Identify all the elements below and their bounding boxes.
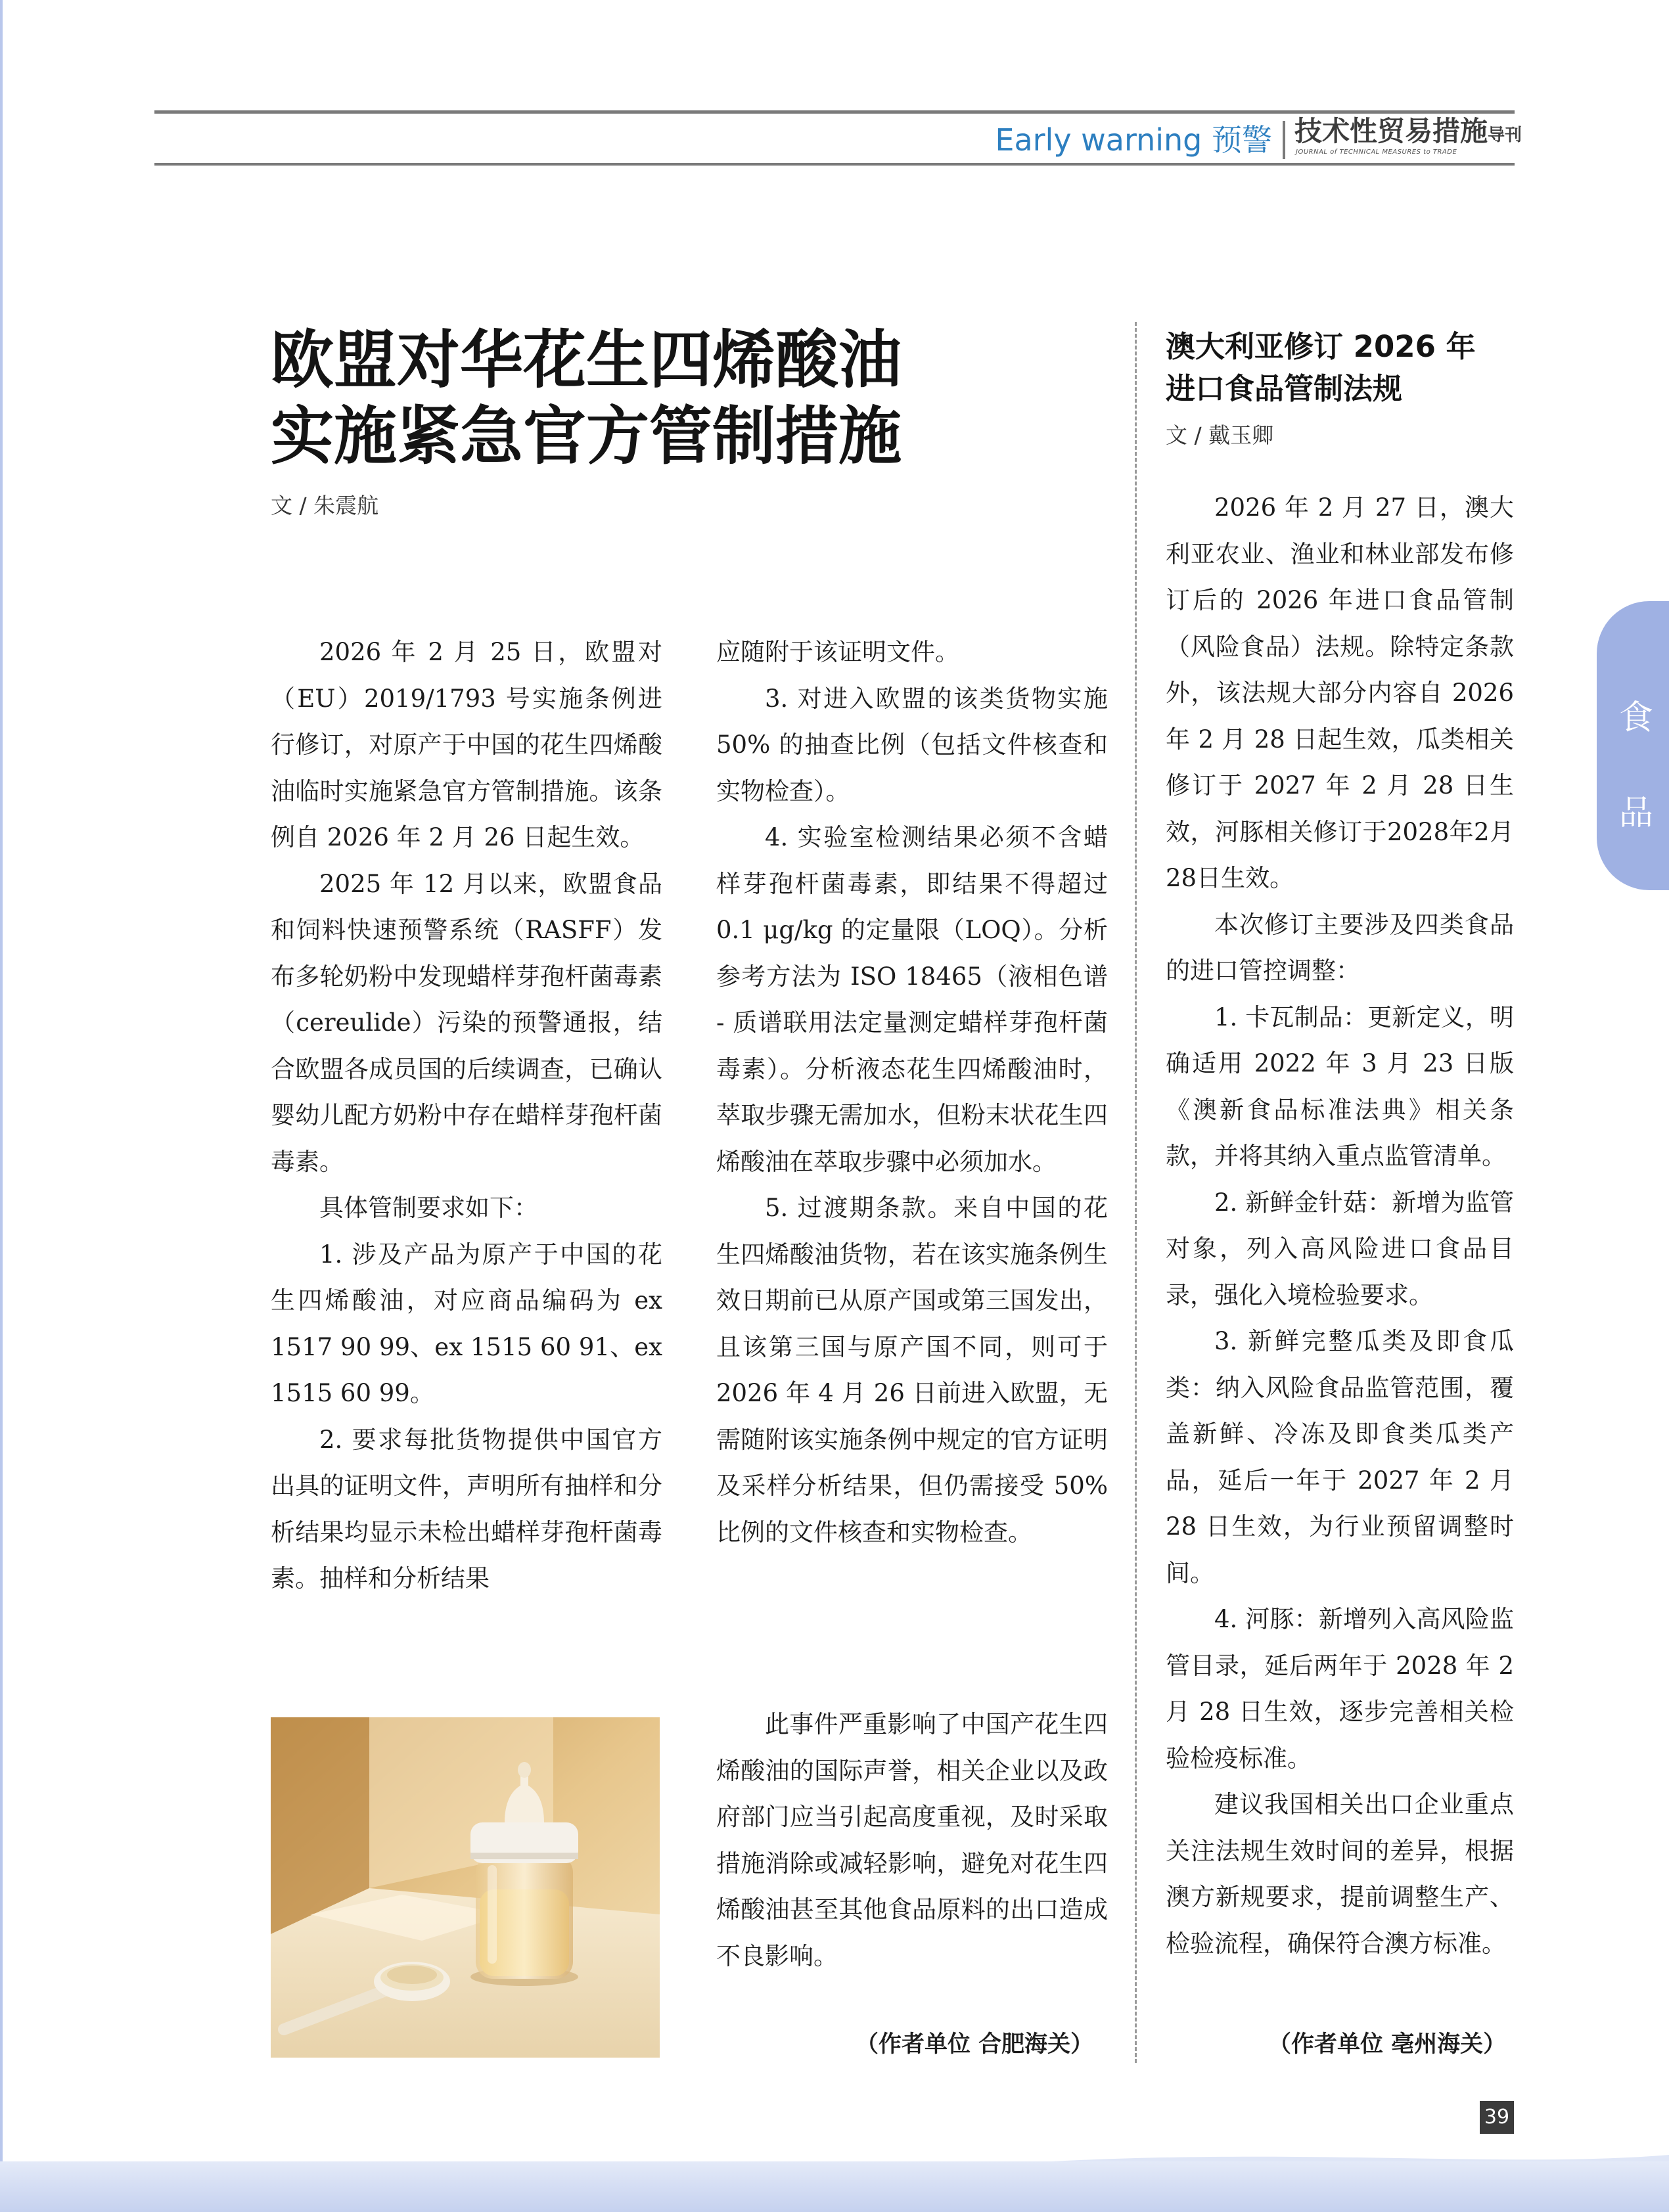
- category-tab-char: 食: [1618, 698, 1653, 738]
- footer-band: [0, 2161, 1669, 2212]
- article1-author: 文 / 朱震航: [271, 493, 379, 518]
- paragraph: 4. 实验室检测结果必须不含蜡样芽孢杆菌毒素，即结果不得超过 0.1 μg/kg 的定量限（LOQ）。分析参考方法为 ISO 18465（液相色谱 - 质谱联用法定量测定蜡样芽孢杆菌毒素）。分析液态花生四烯酸油时，萃取步骤无需加水，但粉末状花生四烯酸油在萃取步骤中必须加水。: [716, 823, 1108, 1176]
- paragraph: 具体管制要求如下：: [319, 1194, 538, 1222]
- paragraph: 建议我国相关出口企业重点关注法规生效时间的差异，根据澳方新规要求，提前调整生产、检验流程，确保符合澳方标准。: [1166, 1790, 1514, 1958]
- article2-author: 文 / 戴玉卿: [1166, 422, 1274, 448]
- paragraph: 2025 年 12 月以来，欧盟食品和饲料快速预警系统（RASFF）发布多轮奶粉中发现蜡样芽孢杆菌毒素（cereulide）污染的预警通报，结合欧盟各成员国的后续调查，已确认婴幼儿配方奶粉中存在蜡样芽孢杆菌毒素。: [271, 869, 662, 1176]
- paragraph: 3. 新鲜完整瓜类及即食瓜类：纳入风险食品监管范围，覆盖新鲜、冷冻及即食类瓜类产品，延后一年于 2027 年 2 月 28 日生效，为行业预留调整时间。: [1166, 1327, 1514, 1587]
- category-tab: [1597, 601, 1669, 890]
- article2-title-line: 澳大利亚修订 2026 年: [1166, 329, 1476, 364]
- baby-bottle-photo: [271, 1717, 660, 2058]
- paragraph: 5. 过渡期条款。来自中国的花生四烯酸油货物，若在该实施条例生效日期前已从原产国或第三国发出，且该第三国与原产国不同，则可于 2026 年 4 月 26 日前进入欧盟，无需随附该实施条例中规定的官方证明及采样分析结果，但仍需接受 50% 比例的文件核查和实物检查。: [716, 1194, 1108, 1546]
- page-number: 39: [1480, 2101, 1514, 2134]
- baby-bottle-image: [271, 1717, 660, 2058]
- article1-title-line: 实施紧急官方管制措施: [271, 399, 902, 473]
- article2-body: [1166, 485, 1514, 1967]
- journal-title-en: JOURNAL of TECHNICAL MEASURES to TRADE: [1296, 148, 1457, 156]
- column-divider: [1135, 322, 1137, 2063]
- paragraph: 1. 卡瓦制品：更新定义，明确适用 2022 年 3 月 23 日版《澳新食品标准法典》相关条款，并将其纳入重点监管清单。: [1166, 1003, 1514, 1170]
- header-bottom-rule: [154, 163, 1515, 166]
- article2-title: [1166, 326, 1534, 410]
- article1-closing: [716, 1702, 1108, 1979]
- paragraph-continuation: 应随附于该证明文件。: [716, 638, 959, 666]
- article1-affiliation: （作者单位 合肥海关）: [856, 2031, 1094, 2058]
- article1-column-2: [716, 629, 1108, 1556]
- page-edge-strip: [0, 0, 3, 2212]
- section-label: [995, 118, 1272, 162]
- section-label-cn: 预警: [1212, 122, 1272, 158]
- section-label-en: Early warning: [995, 122, 1202, 158]
- article2-title-line: 进口食品管制法规: [1166, 371, 1403, 406]
- paragraph: 4. 河豚：新增列入高风险监管目录，延后两年于 2028 年 2 月 28 日生效，逐步完善相关检验检疫标准。: [1166, 1605, 1514, 1772]
- paragraph: 1. 涉及产品为原产于中国的花生四烯酸油，对应商品编码为 ex 1517 90 99、ex 1515 60 91、ex 1515 60 99。: [271, 1240, 662, 1407]
- paragraph: 此事件严重影响了中国产花生四烯酸油的国际声誉，相关企业以及政府部门应当引起高度重视，及时采取措施消除或减轻影响，避免对花生四烯酸油甚至其他食品原料的出口造成不良影响。: [716, 1710, 1108, 1970]
- article1-column-1: [271, 629, 662, 1602]
- paragraph: 本次修订主要涉及四类食品的进口管控调整：: [1166, 910, 1514, 985]
- paragraph: 2026 年 2 月 25 日，欧盟对（EU）2019/1793 号实施条例进行修订，对原产于中国的花生四烯酸油临时实施紧急官方管制措施。该条例自 2026 年 2 月 26 日起生效。: [271, 638, 662, 851]
- header-top-rule: [154, 110, 1515, 114]
- journal-title-cn: 技术性贸易措施: [1294, 115, 1488, 147]
- article2-affiliation: （作者单位 亳州海关）: [1268, 2031, 1507, 2058]
- paragraph: 2. 新鲜金针菇：新增为监管对象，列入高风险进口食品目录，强化入境检验要求。: [1166, 1188, 1514, 1309]
- paragraph: 3. 对进入欧盟的该类货物实施 50% 的抽查比例（包括文件核查和实物检查）。: [716, 684, 1108, 805]
- journal-title-suffix: 导刊: [1488, 125, 1522, 145]
- header-separator: [1283, 121, 1285, 159]
- article1-title-line: 欧盟对华花生四烯酸油: [271, 323, 902, 397]
- paragraph: 2. 要求每批货物提供中国官方出具的证明文件，声明所有抽样和分析结果均显示未检出蜡样芽孢杆菌毒素。抽样和分析结果: [271, 1425, 662, 1592]
- category-tab-char: 品: [1618, 794, 1653, 833]
- article1-title: [271, 322, 1125, 474]
- paragraph: 2026 年 2 月 27 日，澳大利亚农业、渔业和林业部发布修订后的 2026 年进口食品管制（风险食品）法规。除特定条款外，该法规大部分内容自 2026 年 2 月 28 日起生效，瓜类相关修订于 2027 年 2 月 28 日生效，河豚相关修订于2028年2月28日生效。: [1166, 493, 1514, 892]
- journal-logo: [1294, 116, 1522, 151]
